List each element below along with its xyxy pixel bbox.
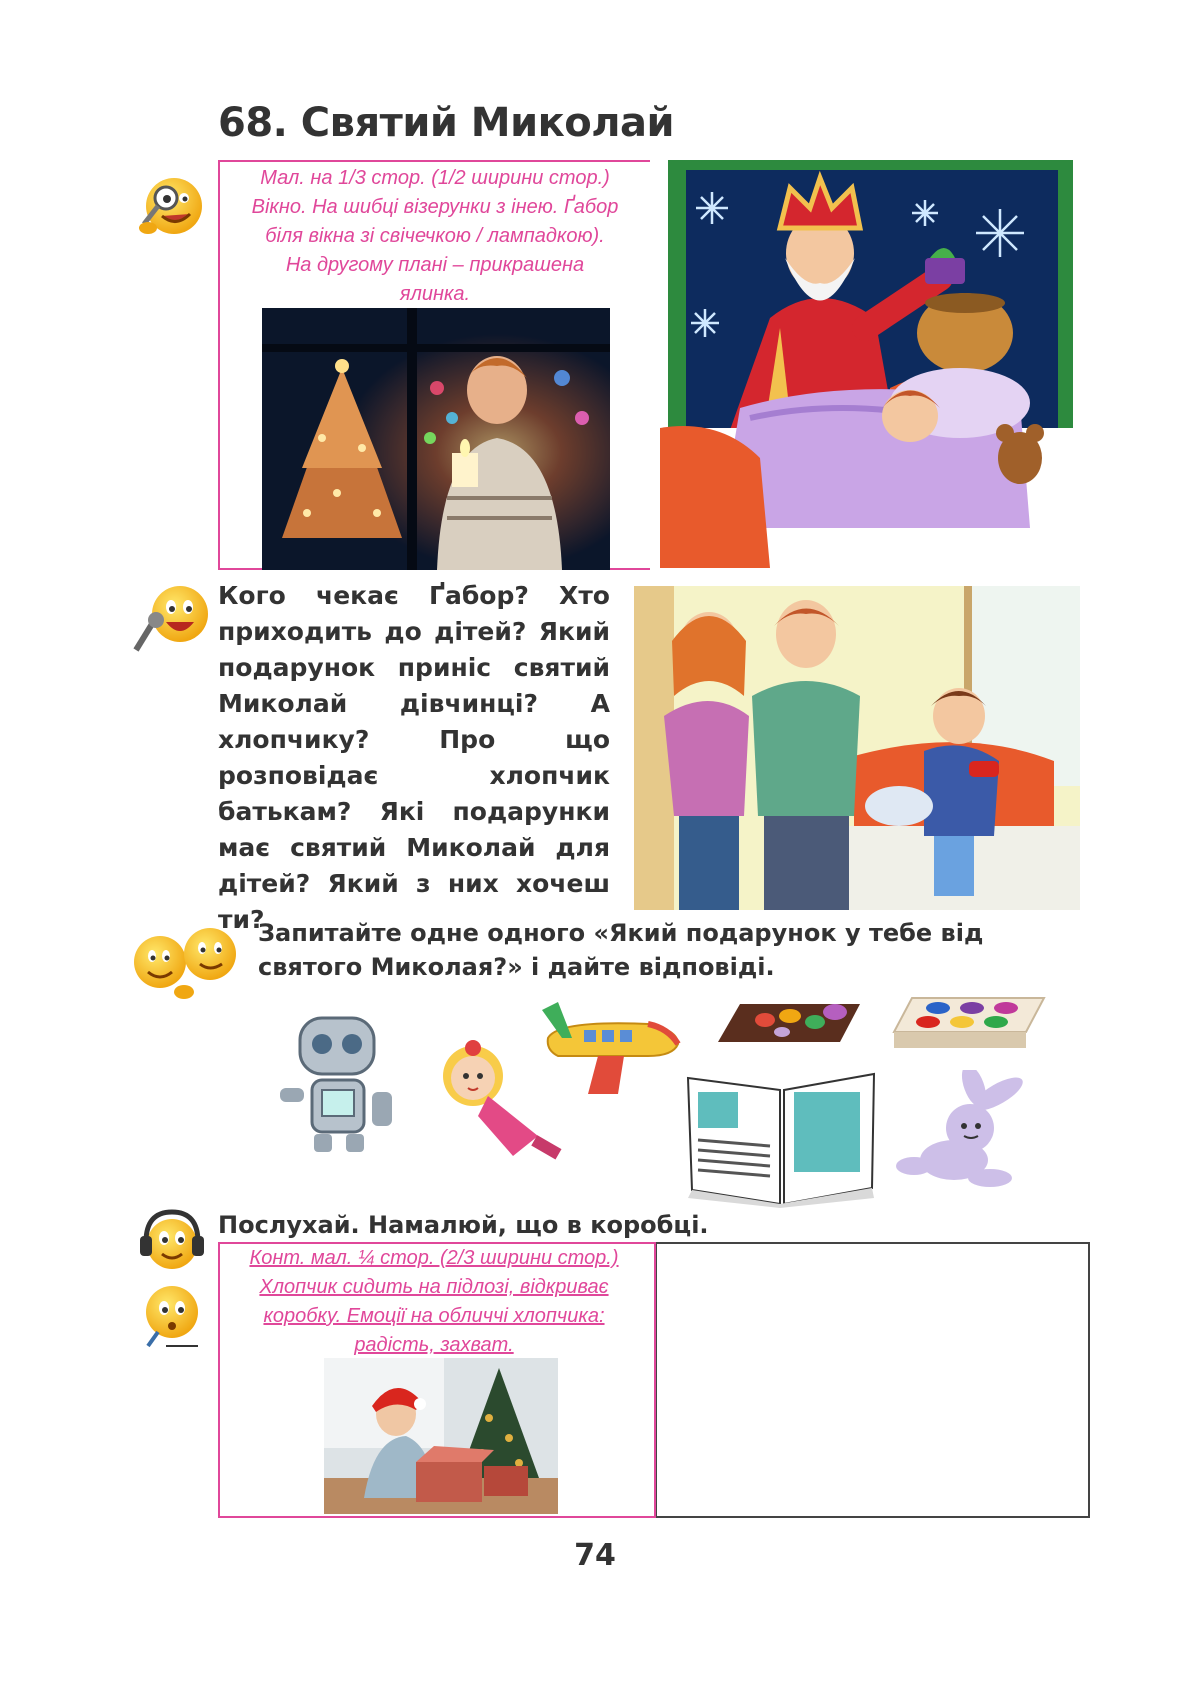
saint-nicholas-illustration — [660, 158, 1078, 568]
candy-box-image — [710, 990, 870, 1060]
robot-toy-image — [262, 1008, 412, 1158]
book-image — [682, 1068, 882, 1208]
illustration-note: Мал. на 1/3 стор. (1/2 ширини стор.) Вікно. На шибці візерунки з інею. Ґабор біля вікна зі свічечкою / лампадкою). На другому плані – прикрашена ялинка. — [251, 167, 619, 305]
paint-palette-image — [890, 992, 1048, 1058]
pair-smileys-icon — [130, 918, 242, 1002]
page-number: 74 — [574, 1538, 616, 1573]
bunny-toy-image — [890, 1070, 1040, 1190]
boy-gift-photo — [324, 1358, 558, 1514]
pencil-smiley-icon — [138, 1282, 206, 1348]
pair-task-text: Запитайте одне одного «Який подарунок у тебе від святого Миколая?» і дайте відповіді. — [258, 919, 984, 981]
boy-candle-photo — [262, 308, 610, 570]
illustration-note-box — [218, 160, 650, 570]
airplane-toy-image — [528, 990, 688, 1100]
headphones-smiley-icon — [138, 1208, 206, 1274]
microphone-smiley-icon — [130, 580, 214, 656]
family-illustration — [634, 586, 1080, 910]
drawing-note-box — [218, 1242, 656, 1518]
listen-task-text: Послухай. Намалюй, що в коробці. — [218, 1211, 709, 1239]
drawing-note: Конт. мал. ¼ стор. (2/3 ширини стор.) Хлопчик сидить на підлозі, відкриває коробку. Емоції на обличчі хлопчика: радість, захват. — [249, 1247, 619, 1356]
magnifier-smiley-icon — [132, 168, 206, 240]
drawing-area[interactable] — [656, 1242, 1090, 1518]
page-title: 68. Святий Миколай — [218, 100, 675, 146]
discussion-questions: Кого чекає Ґабор? Хто приходить до дітей? Який подарунок приніс святий Миколай дівчинці? А хлопчику? Про що розповідає хлопчик батькам? Які подарунки має святий Миколай для дітей? Який з них хочеш ти? — [218, 581, 610, 934]
